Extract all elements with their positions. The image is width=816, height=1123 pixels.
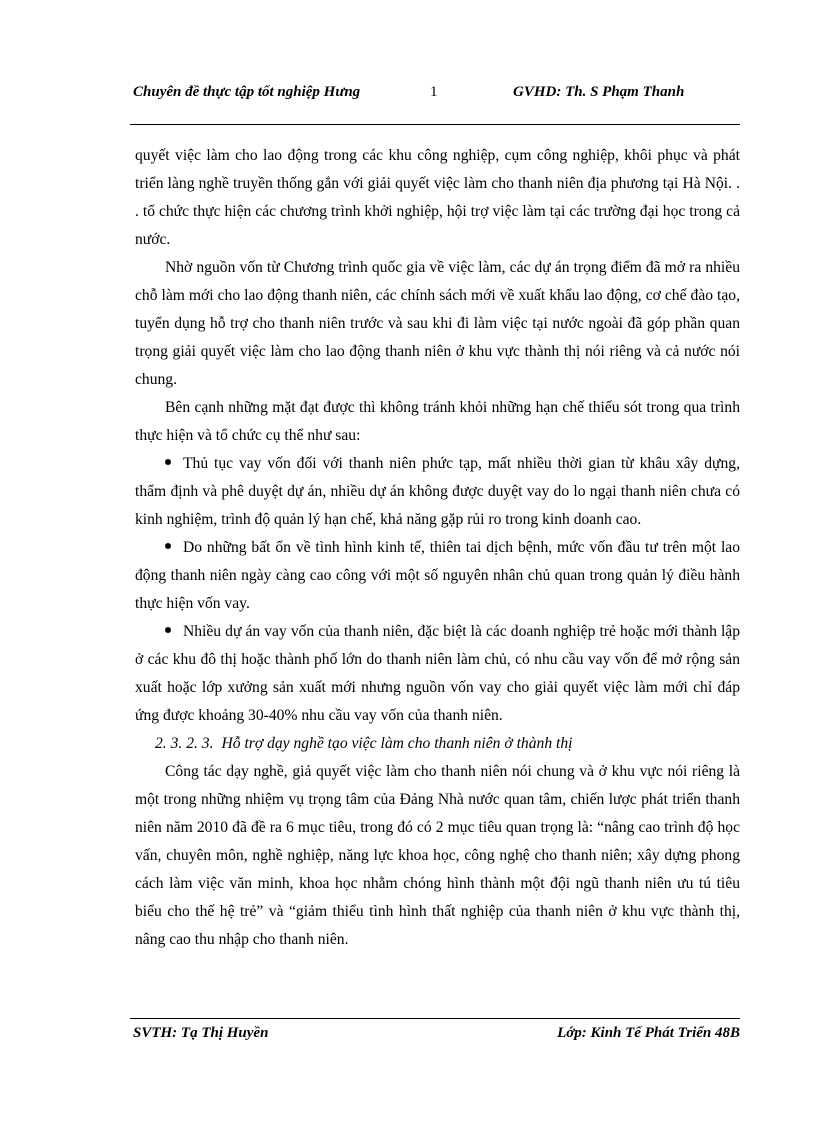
section-title: Hỗ trợ dạy nghề tạo việc làm cho thanh niên ở thành thị <box>221 735 573 752</box>
footer-divider <box>130 1018 740 1019</box>
bullet-item <box>135 450 740 534</box>
page-number: 1 <box>430 84 438 100</box>
bullet-text: Nhiều dự án vay vốn của thanh niên, đặc biệt là các doanh nghiệp trẻ hoặc mới thành lập ở các khu đô thị hoặc thành phố lớn do thanh niên làm chủ, có nhu cầu vay vốn để mở rộng sản xuất hoặc lớp xưởng sản xuất mới nhưng nguồn vốn vay cho giải quyết việc làm mới chỉ đáp ứng được khoảng 30-40% nhu cầu vay vốn của thanh niên. <box>135 623 740 724</box>
paragraph: Công tác dạy nghề, giả quyết việc làm cho thanh niên nói chung và ở khu vực nói riêng là một trong những nhiệm vụ trọng tâm của Đảng Nhà nước quan tâm, chiến lược phát triển thanh niên năm 2010 đã đề ra 6 mục tiêu, trong đó có 2 mục tiêu quan trọng là: “nâng cao trình độ học vấn, chuyên môn, nghề nghiệp, năng lực khoa học, công nghệ cho thanh niên; xây dựng phong cách làm việc văn minh, khoa học nhằm chóng hình thành một đội ngũ thanh niên ưu tú tiêu biểu cho thế hệ trẻ” và “giảm thiểu tình hình thất nghiệp của thanh niên ở khu vực thành thị, nâng cao thu nhập cho thanh niên. <box>135 763 740 948</box>
footer-student: SVTH: Tạ Thị Huyền <box>133 1025 269 1041</box>
bullet-item <box>135 534 740 618</box>
paragraph: Bên cạnh những mặt đạt được thì không tránh khỏi những hạn chế thiếu sót trong qua trình thực hiện và tổ chức cụ thể như sau: <box>135 399 740 444</box>
header-advisor: GVHD: Th. S Phạm Thanh <box>513 84 685 100</box>
paragraph: quyết việc làm cho lao động trong các khu công nghiệp, cụm công nghiệp, khôi phục và phát triển làng nghề truyền thống gắn với giải quyết việc làm cho thanh niên địa phương tại Hà Nội. . . tổ chức thực hiện các chương trình khởi nghiệp, hội trợ việc làm tại các trường đại học trong cả nước. <box>135 147 740 248</box>
section-heading <box>135 730 740 758</box>
bullet-text: Thủ tục vay vốn đối với thanh niên phức tạp, mất nhiều thời gian từ khâu xây dựng, thẩm định và phê duyệt dự án, nhiều dự án không được duyệt vay do lo ngại thanh niên chưa có kinh nghiệm, trình độ quản lý hạn chế, khả năng gặp rủi ro trong kinh doanh cao. <box>135 455 740 528</box>
footer-class: Lớp: Kinh Tế Phát Triển 48B <box>557 1025 740 1041</box>
paragraph: Nhờ nguồn vốn từ Chương trình quốc gia về việc làm, các dự án trọng điểm đã mở ra nhiều chỗ làm mới cho lao động thanh niên, các chính sách mới về xuất khẩu lao động, cơ chế đào tạo, tuyển dụng hỗ trợ cho thanh niên trước và sau khi đi làm việc tại nước ngoài đã góp phần quan trọng giải quyết việc làm cho lao động thanh niên ở khu vực thành thị nói riêng và cả nước nói chung. <box>135 259 740 388</box>
header-divider <box>130 124 740 125</box>
header-document-title: Chuyên đề thực tập tốt nghiệp Hưng <box>133 84 361 100</box>
bullet-icon <box>165 627 171 633</box>
bullet-item <box>135 618 740 730</box>
bullet-icon <box>165 543 171 549</box>
document-body <box>135 142 740 954</box>
section-number: 2. 3. 2. 3. <box>155 735 214 752</box>
bullet-text: Do những bất ổn về tình hình kinh tế, thiên tai dịch bệnh, mức vốn đầu tư trên một lao động thanh niên ngày càng cao công với một số nguyên nhân chủ quan trong quản lý điều hành thực hiện vốn vay. <box>135 539 740 612</box>
bullet-icon <box>165 459 171 465</box>
